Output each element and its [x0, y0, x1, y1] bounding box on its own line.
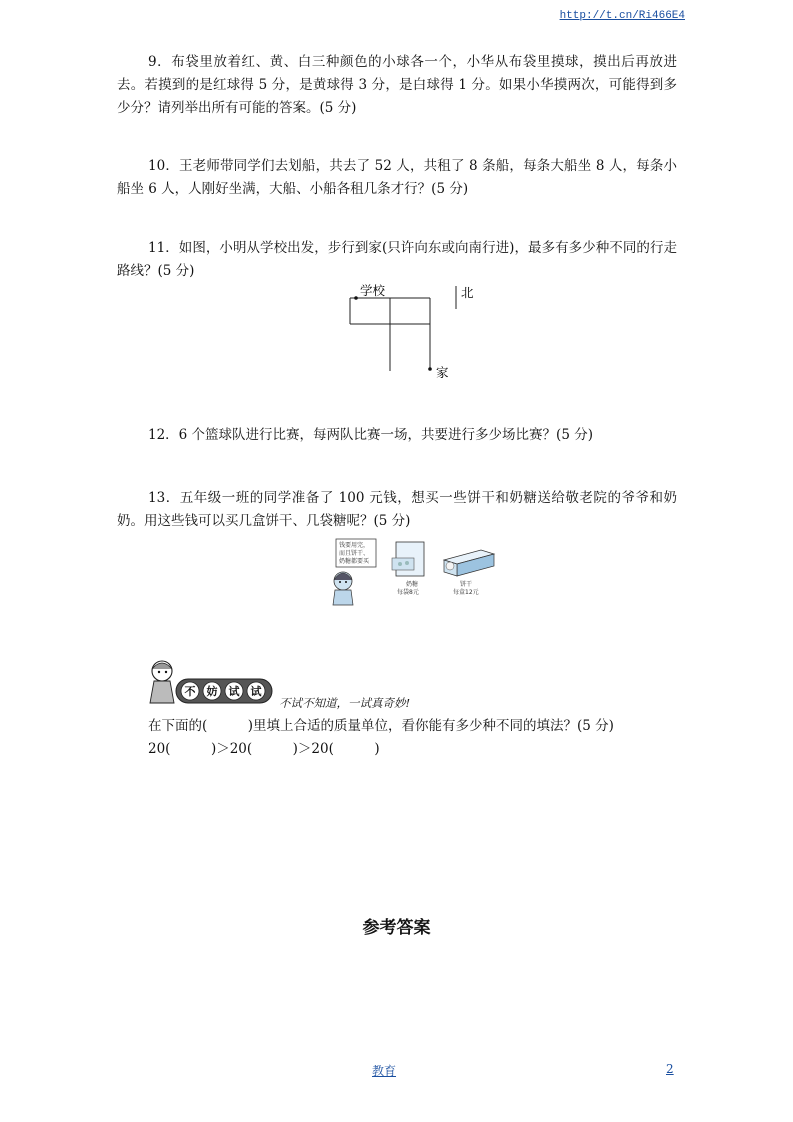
- map-label-school: 学校: [360, 283, 386, 298]
- speech-line-3: 奶糖都要买: [339, 558, 370, 565]
- badge-char-2: 妨: [206, 685, 218, 698]
- biscuit-label-name: 饼干: [460, 581, 473, 588]
- try-it-badge: [140, 657, 276, 709]
- candy-label-name: 奶糖: [406, 581, 419, 588]
- school-dot: [354, 296, 358, 300]
- badge-char-3: 试: [228, 685, 240, 698]
- page-number: 2: [666, 1062, 674, 1076]
- speech-line-1: 钱要用完，: [339, 542, 370, 549]
- candy-jar: [392, 542, 424, 576]
- home-dot: [428, 367, 432, 371]
- biscuit-label-price: 每盒12元: [453, 589, 479, 596]
- candy-label-price: 每袋8元: [397, 589, 419, 596]
- question-12: 12．6 个篮球队进行比赛，每两队比赛一场，共要进行多少场比赛？(5 分): [148, 427, 593, 443]
- map-label-north: 北: [461, 285, 474, 300]
- question-9: 9．布袋里放着红、黄、白三种颜色的小球各一个，小华从布袋里摸球，摸出后再放进去。若摸到的是红球得 5 分，是黄球得 3 分，是白球得 1 分。如果小华摸两次，可能得到多少分？请列举出所有可能的答案。(5 分): [117, 54, 677, 116]
- shop-illustration: [326, 536, 496, 606]
- mascot-icon: [150, 661, 174, 703]
- question-10: 10．王老师带同学们去划船，共去了 52 人，共租了 8 条船，每条大船坐 8 人，每条小船坐 6 人，人刚好坐满，大船、小船各租几条才行？(5 分): [117, 158, 677, 197]
- try-question: 在下面的( )里填上合适的质量单位，看你能有多少种不同的填法？(5 分): [148, 718, 614, 734]
- badge-char-4: 试: [250, 685, 262, 698]
- answer-title: 参考答案: [362, 918, 431, 938]
- footer-link[interactable]: 教育: [372, 1064, 397, 1078]
- question-11: 11．如图，小明从学校出发，步行到家(只许向东或向南行进)，最多有多少种不同的行走路线？(5 分): [117, 240, 677, 279]
- question-13: 13．五年级一班的同学准备了 100 元钱，想买一些饼干和奶糖送给敬老院的爷爷和奶奶。用这些钱可以买几盒饼干、几袋糖呢？(5 分): [117, 490, 677, 529]
- header-url-link[interactable]: http://t.cn/Ri466E4: [559, 10, 685, 22]
- try-slogan: 不试不知道，一试真奇妙!: [279, 696, 411, 710]
- badge-char-1: 不: [184, 685, 196, 698]
- map-label-home: 家: [436, 365, 449, 380]
- route-map-figure: [340, 282, 480, 382]
- speech-line-2: 而且饼干、: [339, 550, 370, 557]
- try-formula: 20( )＞20( )＞20( ): [148, 741, 380, 757]
